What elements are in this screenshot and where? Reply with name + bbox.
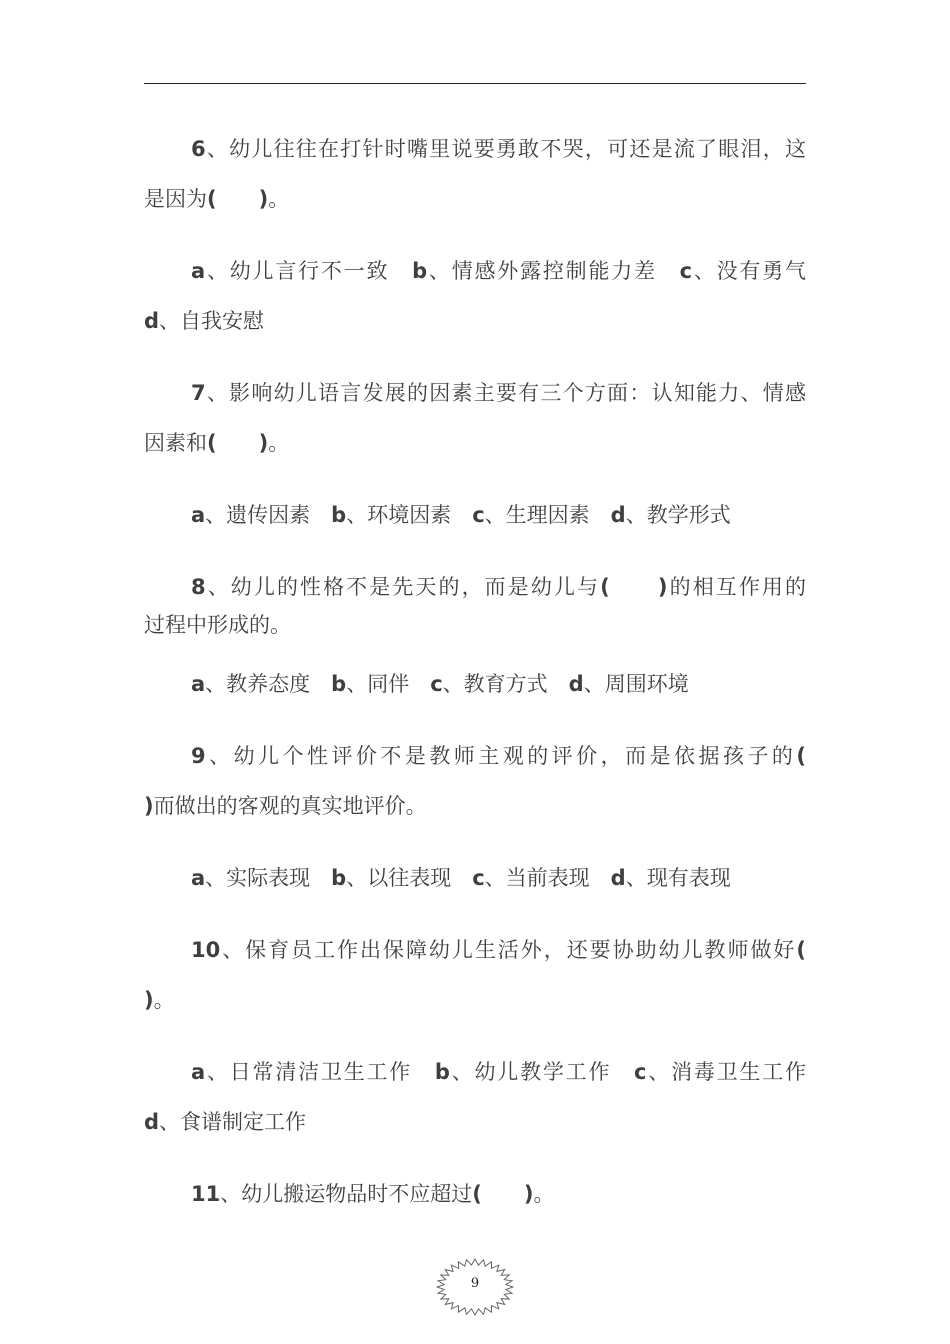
- q10-options-line1: a、日常清洁卫生工作 b、幼儿教学工作 c、消毒卫生工作: [191, 1060, 807, 1084]
- q9-stem-line1: 9、幼儿个性评价不是教师主观的评价，而是依据孩子的(: [191, 744, 806, 768]
- header-rule: [144, 83, 806, 84]
- q6-stem-line2: 是因为( )。: [144, 187, 290, 211]
- q7-stem-line1: 7、影响幼儿语言发展的因素主要有三个方面：认知能力、情感: [191, 381, 806, 405]
- q9-stem-line2: )而做出的客观的真实地评价。: [144, 794, 427, 818]
- q8-stem-line2: 过程中形成的。: [144, 613, 291, 637]
- q6-stem-line1: 6、幼儿往往在打针时嘴里说要勇敢不哭，可还是流了眼泪，这: [191, 137, 806, 161]
- q9-options-line1: a、实际表现 b、以往表现 c、当前表现 d、现有表现: [191, 866, 731, 890]
- q10-stem-line1: 10、保育员工作出保障幼儿生活外，还要协助幼儿教师做好(: [191, 938, 806, 962]
- q6-options-line2: d、自我安慰: [144, 309, 265, 333]
- q11-stem-line1: 11、幼儿搬运物品时不应超过( )。: [191, 1182, 555, 1206]
- page-number: 9: [470, 1276, 480, 1291]
- q10-options-line2: d、食谱制定工作: [144, 1110, 307, 1134]
- q6-options-line1: a、幼儿言行不一致 b、情感外露控制能力差 c、没有勇气: [191, 259, 807, 283]
- q7-stem-line2: 因素和( )。: [144, 431, 290, 455]
- q10-stem-line2: )。: [144, 988, 175, 1012]
- q8-stem-line1: 8、幼儿的性格不是先天的，而是幼儿与( )的相互作用的: [191, 575, 807, 599]
- q8-options-line1: a、教养态度 b、同伴 c、教育方式 d、周围环境: [191, 672, 689, 696]
- q7-options-line1: a、遗传因素 b、环境因素 c、生理因素 d、教学形式: [191, 503, 731, 527]
